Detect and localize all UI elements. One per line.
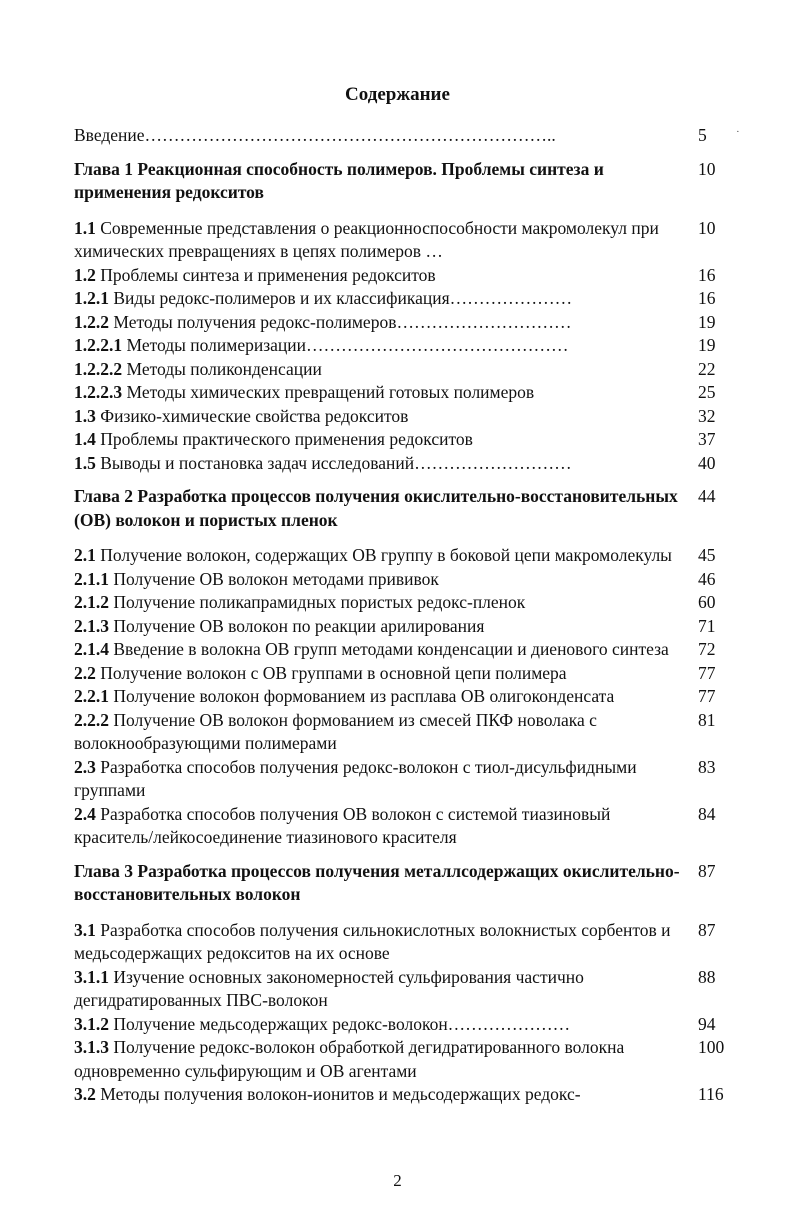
toc-entry-title [74, 756, 686, 803]
toc-entry [74, 615, 734, 639]
toc-entry-text: Получение волокон с ОВ группами в основной цепи полимера [95, 662, 567, 683]
toc-entry-title [74, 591, 686, 615]
toc-entry [74, 803, 734, 850]
toc-chapter [74, 158, 734, 205]
toc-entry-page: 60 [698, 592, 716, 612]
toc-entry-title [74, 158, 686, 205]
toc-entry-text: Изучение основных закономерностей сульфирования частично дегидратированных ПВС-волокон [74, 966, 584, 1010]
toc-entry-number: 2.1.2 [74, 592, 109, 612]
toc-entry-title [74, 709, 686, 756]
toc-entry-title [74, 860, 686, 907]
toc-entry-page: 83 [698, 756, 716, 777]
toc-entry-number: 3.1 [74, 919, 96, 940]
toc-entry [74, 919, 734, 966]
toc-entry-text: Получение волокон формованием из расплава ОВ олигоконденсата [109, 686, 615, 706]
toc-entry-number: 1.2.2.3 [74, 382, 123, 402]
toc-entry-page: 46 [698, 568, 716, 589]
table-of-contents [74, 124, 734, 1107]
toc-entry-page: 19 [698, 311, 716, 332]
toc-entry-number: 2.1.1 [74, 568, 109, 589]
toc-entry-title [74, 287, 686, 311]
toc-entry-text: Выводы и постановка задач исследований……………………… [95, 452, 572, 473]
toc-entry-title [74, 966, 686, 1013]
toc-entry-page: 5 [698, 125, 707, 145]
toc-entry-number: 1.5 [74, 452, 96, 473]
toc-entry-title [74, 124, 686, 148]
toc-entry [74, 124, 734, 148]
toc-entry-number: 3.1.3 [74, 1037, 109, 1057]
toc-entry [74, 428, 734, 452]
toc-entry-title [74, 638, 686, 662]
toc-entry-title [74, 1013, 686, 1037]
toc-entry-number: 1.1 [74, 217, 96, 238]
toc-entry-page: 10 [698, 217, 716, 238]
toc-entry-page: 37 [698, 429, 716, 449]
toc-entry-title [74, 264, 686, 288]
toc-entry [74, 591, 734, 615]
toc-entry-number: 2.2 [74, 662, 96, 683]
toc-entry-text: Глава 2 Разработка процессов получения окислительно-восстановительных (ОВ) волокон и пористых пленок [74, 486, 678, 530]
toc-entry-page: 19 [698, 335, 716, 355]
toc-entry-number: 2.2.2 [74, 709, 109, 730]
toc-entry-number: 1.2.2 [74, 311, 109, 332]
toc-entry-text: Проблемы практического применения редокситов [95, 429, 473, 449]
toc-entry-text: Разработка способов получения редокс-волокон с тиол-дисульфидными группами [74, 756, 637, 800]
toc-entry-page: 94 [698, 1013, 716, 1034]
toc-entry-page: 77 [698, 686, 716, 706]
toc-entry-number: 1.2.1 [74, 288, 109, 308]
toc-entry [74, 1036, 734, 1083]
toc-entry-text: Современные представления о реакционноспособности макромолекул при химических превращениях в цепях полимеров … [74, 217, 659, 261]
toc-entry-text: Разработка способов получения сильнокислотных волокнистых сорбентов и медьсодержащих редокситов на их основе [74, 919, 671, 963]
toc-entry-page: 40 [698, 452, 716, 473]
toc-entry-text: Физико-химические свойства редокситов [95, 405, 409, 426]
toc-entry [74, 334, 734, 358]
toc-entry [74, 1083, 734, 1107]
toc-entry-text: Получение редокс-волокон обработкой дегидратированного волокна одновременно сульфирующим и ОВ агентами [74, 1037, 625, 1081]
toc-entry-number: 1.2.2.1 [74, 335, 123, 355]
toc-entry-page: 25 [698, 382, 716, 402]
toc-entry-number: 1.2 [74, 264, 96, 285]
toc-entry [74, 568, 734, 592]
toc-entry-number: 2.1.4 [74, 639, 109, 659]
toc-entry-text: Введение…………………………………………………………….. [74, 125, 556, 145]
toc-entry-page: 44 [698, 486, 716, 506]
toc-entry-title [74, 428, 686, 452]
toc-entry-page: 32 [698, 405, 716, 426]
toc-entry [74, 544, 734, 568]
toc-entry-text: Получение ОВ волокон по реакции арилирования [109, 615, 485, 636]
toc-entry-text: Получение волокон, содержащих ОВ группу в боковой цепи макромолекулы [95, 545, 672, 565]
toc-entry-number: 2.2.1 [74, 686, 109, 706]
toc-entry-text: Разработка способов получения ОВ волокон с системой тиазиновый краситель/лейкосоединение тиазинового красителя [74, 803, 611, 847]
toc-entry-title [74, 685, 686, 709]
toc-entry [74, 1013, 734, 1037]
page-number: 2 [393, 1171, 402, 1190]
toc-entry-page: 22 [698, 358, 716, 379]
toc-entry-title [74, 358, 686, 382]
toc-entry-text: Виды редокс-полимеров и их классификация………………… [109, 288, 573, 308]
toc-entry-page: 10 [698, 158, 716, 179]
toc-entry-text: Введение в волокна ОВ групп методами конденсации и диенового синтеза [109, 639, 669, 659]
toc-entry-text: Получение поликапрамидных пористых редокс-пленок [109, 592, 526, 612]
toc-entry-title [74, 919, 686, 966]
toc-entry-text: Глава 3 Разработка процессов получения металлсодержащих окислительно-восстановительных волокон [74, 860, 680, 904]
toc-entry-number: 3.1.1 [74, 966, 109, 987]
toc-entry [74, 638, 734, 662]
toc-entry-page: 16 [698, 264, 716, 285]
toc-entry-title [74, 311, 686, 335]
toc-entry-title [74, 803, 686, 850]
toc-entry [74, 405, 734, 429]
toc-chapter [74, 485, 734, 532]
toc-entry [74, 662, 734, 686]
margin-speck: · [736, 126, 740, 138]
toc-entry-title [74, 662, 686, 686]
toc-entry-text: Проблемы синтеза и применения редокситов [95, 264, 436, 285]
toc-entry-page: 116 [698, 1084, 724, 1104]
toc-entry [74, 287, 734, 311]
toc-entry [74, 452, 734, 476]
toc-entry-page: 81 [698, 709, 716, 730]
toc-entry-number: 1.4 [74, 429, 96, 449]
toc-chapter [74, 860, 734, 907]
toc-entry-number: 1.3 [74, 405, 96, 426]
toc-entry [74, 709, 734, 756]
toc-entry-page: 71 [698, 615, 716, 636]
toc-entry-page: 100 [698, 1037, 725, 1057]
toc-entry-page: 45 [698, 545, 716, 565]
toc-entry-page: 88 [698, 966, 716, 987]
toc-entry [74, 756, 734, 803]
toc-entry-title [74, 1036, 686, 1083]
toc-entry-number: 2.1 [74, 545, 96, 565]
toc-entry-title [74, 405, 686, 429]
toc-entry-title [74, 615, 686, 639]
toc-entry-text: Методы получения волокон-ионитов и медьсодержащих редокс- [95, 1084, 581, 1104]
toc-entry [74, 358, 734, 382]
toc-entry-title [74, 485, 686, 532]
toc-entry-text: Глава 1 Реакционная способность полимеров. Проблемы синтеза и применения редокситов [74, 158, 604, 202]
toc-entry [74, 381, 734, 405]
toc-entry-number: 2.3 [74, 756, 96, 777]
toc-entry-title [74, 1083, 686, 1107]
toc-entry-title [74, 568, 686, 592]
toc-entry-page: 16 [698, 288, 716, 308]
toc-entry-number: 2.4 [74, 803, 96, 824]
toc-entry-title [74, 334, 686, 358]
toc-entry-text: Методы полимеризации……………………………………… [122, 335, 569, 355]
toc-entry-number: 3.2 [74, 1084, 96, 1104]
toc-entry-text: Получение ОВ волокон формованием из смесей ПКФ новолака с волокнообразующими полимерами [74, 709, 597, 753]
toc-entry-number: 2.1.3 [74, 615, 109, 636]
toc-entry-title [74, 217, 686, 264]
toc-entry-text: Методы поликонденсации [122, 358, 322, 379]
toc-entry-text: Получение ОВ волокон методами прививок [109, 568, 439, 589]
toc-entry-page: 84 [698, 803, 716, 824]
toc-entry-text: Методы химических превращений готовых полимеров [122, 382, 535, 402]
toc-entry-page: 87 [698, 919, 716, 940]
toc-entry [74, 264, 734, 288]
toc-entry-title [74, 381, 686, 405]
toc-entry [74, 311, 734, 335]
toc-entry [74, 217, 734, 264]
toc-entry-page: 72 [698, 639, 716, 659]
toc-entry [74, 685, 734, 709]
toc-entry-page: 77 [698, 662, 716, 683]
toc-entry-text: Методы получения редокс-полимеров………………………… [109, 311, 572, 332]
toc-entry-title [74, 452, 686, 476]
toc-entry-title [74, 544, 686, 568]
page-title: Содержание [345, 84, 450, 105]
toc-entry-text: Получение медьсодержащих редокс-волокон………………… [109, 1013, 571, 1034]
toc-entry [74, 966, 734, 1013]
toc-entry-page: 87 [698, 860, 716, 881]
toc-entry-number: 1.2.2.2 [74, 358, 123, 379]
toc-entry-number: 3.1.2 [74, 1013, 109, 1034]
